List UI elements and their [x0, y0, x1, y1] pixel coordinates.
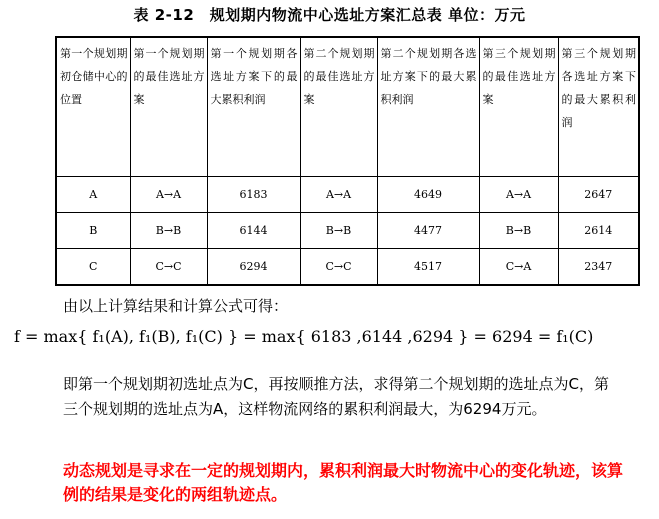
formula: f = max{ f₁(A), f₁(B), f₁(C) } = max{ 6183 ,6144 ,6294 } = 6294 = f₁(C) — [14, 327, 594, 346]
table-cell: B→B — [300, 213, 377, 249]
header-cell: 第二个规划期的最佳选址方案 — [300, 37, 377, 177]
table-cell: 4517 — [377, 249, 479, 286]
table-cell: C — [56, 249, 130, 286]
table-cell: C→C — [130, 249, 207, 286]
header-cell: 第一个规划期各选址方案下的最大累积利润 — [207, 37, 300, 177]
table-cell: C→A — [479, 249, 558, 286]
table-cell: C→C — [300, 249, 377, 286]
table-cell: 2347 — [558, 249, 639, 286]
table-cell: A→A — [130, 177, 207, 213]
table-cell: A→A — [479, 177, 558, 213]
table-cell: 6183 — [207, 177, 300, 213]
table-cell: 4477 — [377, 213, 479, 249]
table-cell: B→B — [479, 213, 558, 249]
table-cell: 4649 — [377, 177, 479, 213]
table-title: 表 2-12 规划期内物流中心选址方案汇总表 单位：万元 — [133, 6, 526, 24]
table-row — [56, 249, 639, 286]
table-cell: A — [56, 177, 130, 213]
header-cell: 第一个规划期初仓储中心的位置 — [56, 37, 130, 177]
table-row — [56, 213, 639, 249]
table-cell: B→B — [130, 213, 207, 249]
table-cell: 2614 — [558, 213, 639, 249]
conclusion-paragraph: 即第一个规划期初选址点为C，再按顺推方法，求得第二个规划期的选址点为C，第三个规划期的选址点为A，这样物流网络的累积利润最大，为6294万元。 — [63, 375, 609, 418]
header-cell: 第二个规划期各选址方案下的最大累积利润 — [377, 37, 479, 177]
header-cell: 第三个规划期的最佳选址方案 — [479, 37, 558, 177]
intro-sentence: 由以上计算结果和计算公式可得： — [63, 297, 289, 315]
table-cell: A→A — [300, 177, 377, 213]
table-cell: 6144 — [207, 213, 300, 249]
summary-table — [55, 36, 640, 286]
highlight-paragraph: 动态规划是寻求在一定的规划期内，累积利润最大时物流中心的变化轨迹，该算例的结果是变化的两组轨迹点。 — [63, 461, 624, 504]
table-cell: 2647 — [558, 177, 639, 213]
table-cell: 6294 — [207, 249, 300, 286]
table-cell: B — [56, 213, 130, 249]
header-cell: 第三个规划期各选址方案下的最大累积利润 — [558, 37, 639, 177]
table-header-row — [56, 37, 639, 177]
header-cell: 第一个规划期的最佳选址方案 — [130, 37, 207, 177]
table-row — [56, 177, 639, 213]
